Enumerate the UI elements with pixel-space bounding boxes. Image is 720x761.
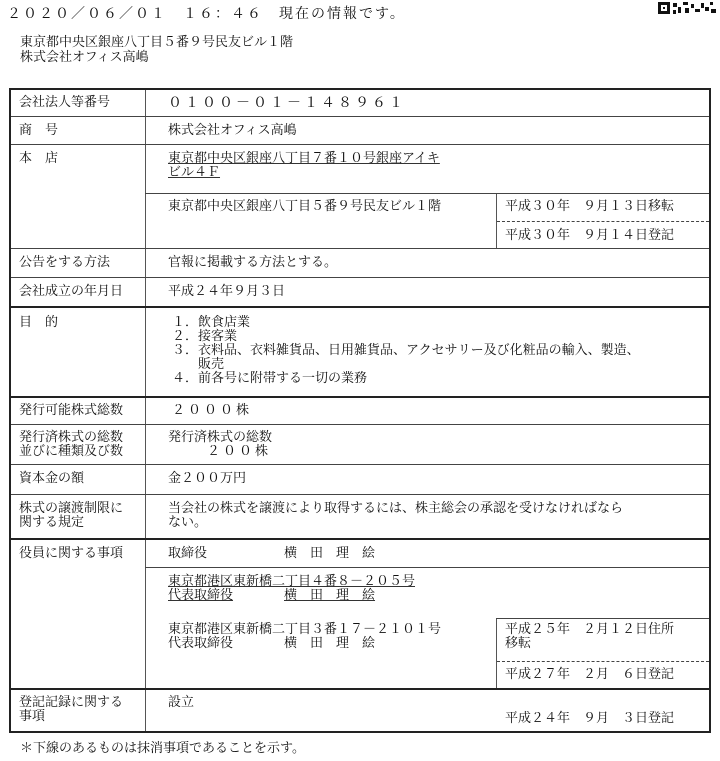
officers-new-rep-title: 代表取締役 xyxy=(168,636,234,651)
registry-table xyxy=(9,88,711,733)
row-divider xyxy=(11,538,709,540)
authorized-shares-label: 発行可能株式総数 xyxy=(19,403,124,418)
officers-old-rep-title: 代表取締役 xyxy=(168,588,234,603)
public-notice-label: 公告をする方法 xyxy=(19,255,111,270)
authorized-shares-value: ２０００株 xyxy=(172,403,253,418)
purpose-item: ４．前各号に附帯する一切の業務 xyxy=(172,371,368,386)
sub-row-divider xyxy=(145,193,709,194)
registration-record-label-line1: 登記記録に関する xyxy=(19,695,124,710)
purpose-item: ２．接客業 xyxy=(172,329,238,344)
officers-old-address: 東京都港区東新橋二丁目４番８－２０５号 xyxy=(168,574,416,589)
issued-shares-label-line1: 発行済株式の総数 xyxy=(19,430,124,445)
transfer-restriction-value-line1: 当会社の株式を譲渡により取得するには、株主総会の承認を受けなければなら xyxy=(168,501,624,516)
transfer-restriction-label-line1: 株式の譲渡制限に xyxy=(19,501,124,516)
row-divider xyxy=(11,464,709,465)
trade-name-value: 株式会社オフィス高嶋 xyxy=(168,123,297,138)
dashed-divider xyxy=(497,221,709,222)
purpose-item: ３．衣料品、衣料雑貨品、日用雑貨品、アクセサリー及び化粧品の輸入、製造、 xyxy=(172,343,640,358)
officers-registered-date: 平成２７年 ２月 ６日登記 xyxy=(505,667,675,682)
row-divider xyxy=(11,688,709,690)
officers-new-address: 東京都港区東新橋二丁目３番１７－２１０１号 xyxy=(168,622,442,637)
row-divider xyxy=(11,116,709,117)
qr-code-icon xyxy=(658,2,716,14)
row-divider xyxy=(11,248,709,249)
officers-old-rep-name: 横 田 理 絵 xyxy=(284,588,376,603)
corporate-number-label: 会社法人等番号 xyxy=(19,95,111,110)
head-office-new-address: 東京都中央区銀座八丁目５番９号民友ビル１階 xyxy=(168,199,442,214)
row-divider xyxy=(11,306,709,308)
transfer-restriction-value-line2: ない。 xyxy=(168,515,208,530)
head-office-moved-date: 平成３０年 ９月１３日移転 xyxy=(505,199,675,214)
purpose-item: 販売 xyxy=(172,357,225,372)
capital-value: 金２００万円 xyxy=(168,471,247,486)
sub-row-divider xyxy=(145,567,709,568)
established-value: 平成２４年９月３日 xyxy=(168,284,286,299)
timestamp-line: ２０２０／０６／０１ １６：４６ 現在の情報です。 xyxy=(7,6,406,22)
capital-label: 資本金の額 xyxy=(19,471,85,486)
officers-moved-line2: 移転 xyxy=(505,636,532,651)
issued-shares-label-line2: 並びに種類及び数 xyxy=(19,444,124,459)
dashed-divider xyxy=(497,661,709,662)
issued-shares-value-line2: ２００株 xyxy=(207,444,272,459)
row-divider xyxy=(11,424,709,425)
row-divider xyxy=(11,277,709,278)
label-column-divider xyxy=(145,90,146,731)
sub-row-divider xyxy=(496,618,709,619)
header-address: 東京都中央区銀座八丁目５番９号民友ビル１階 xyxy=(20,35,294,50)
corporate-number-value: ０１００－０１－１４８９６１ xyxy=(168,95,406,111)
established-label: 会社成立の年月日 xyxy=(19,284,124,299)
row-divider xyxy=(11,494,709,495)
transfer-restriction-label-line2: 関する規定 xyxy=(19,515,85,530)
registration-record-value: 設立 xyxy=(168,695,195,710)
footnote: ＊下線のあるものは抹消事項であることを示す。 xyxy=(20,741,305,756)
head-office-old-address-line2: ビル４Ｆ xyxy=(168,165,221,180)
officers-new-rep-name: 横 田 理 絵 xyxy=(284,636,376,651)
purpose-item: １．飲食店業 xyxy=(172,315,251,330)
row-divider xyxy=(11,396,709,398)
header-address-block xyxy=(20,35,293,65)
trade-name-label: 商 号 xyxy=(19,123,59,138)
row-divider xyxy=(11,144,709,145)
registration-record-date: 平成２４年 ９月 ３日登記 xyxy=(505,711,675,726)
head-office-label: 本 店 xyxy=(19,151,59,166)
officers-moved-line1: 平成２５年 ２月１２日住所 xyxy=(505,622,675,637)
officers-label: 役員に関する事項 xyxy=(19,546,124,561)
issued-shares-value-line1: 発行済株式の総数 xyxy=(168,430,273,445)
head-office-old-address-line1: 東京都中央区銀座八丁目７番１０号銀座アイキ xyxy=(168,151,440,166)
officers-date-divider xyxy=(496,618,497,688)
head-office-registered-date: 平成３０年 ９月１４日登記 xyxy=(505,228,675,243)
officers-director-name: 横 田 理 絵 xyxy=(284,546,376,561)
officers-director-title: 取締役 xyxy=(168,546,208,561)
registration-record-label-line2: 事項 xyxy=(19,709,46,724)
public-notice-value: 官報に掲載する方法とする。 xyxy=(168,255,338,270)
purpose-label: 目 的 xyxy=(19,315,59,330)
header-company: 株式会社オフィス高嶋 xyxy=(20,50,149,65)
